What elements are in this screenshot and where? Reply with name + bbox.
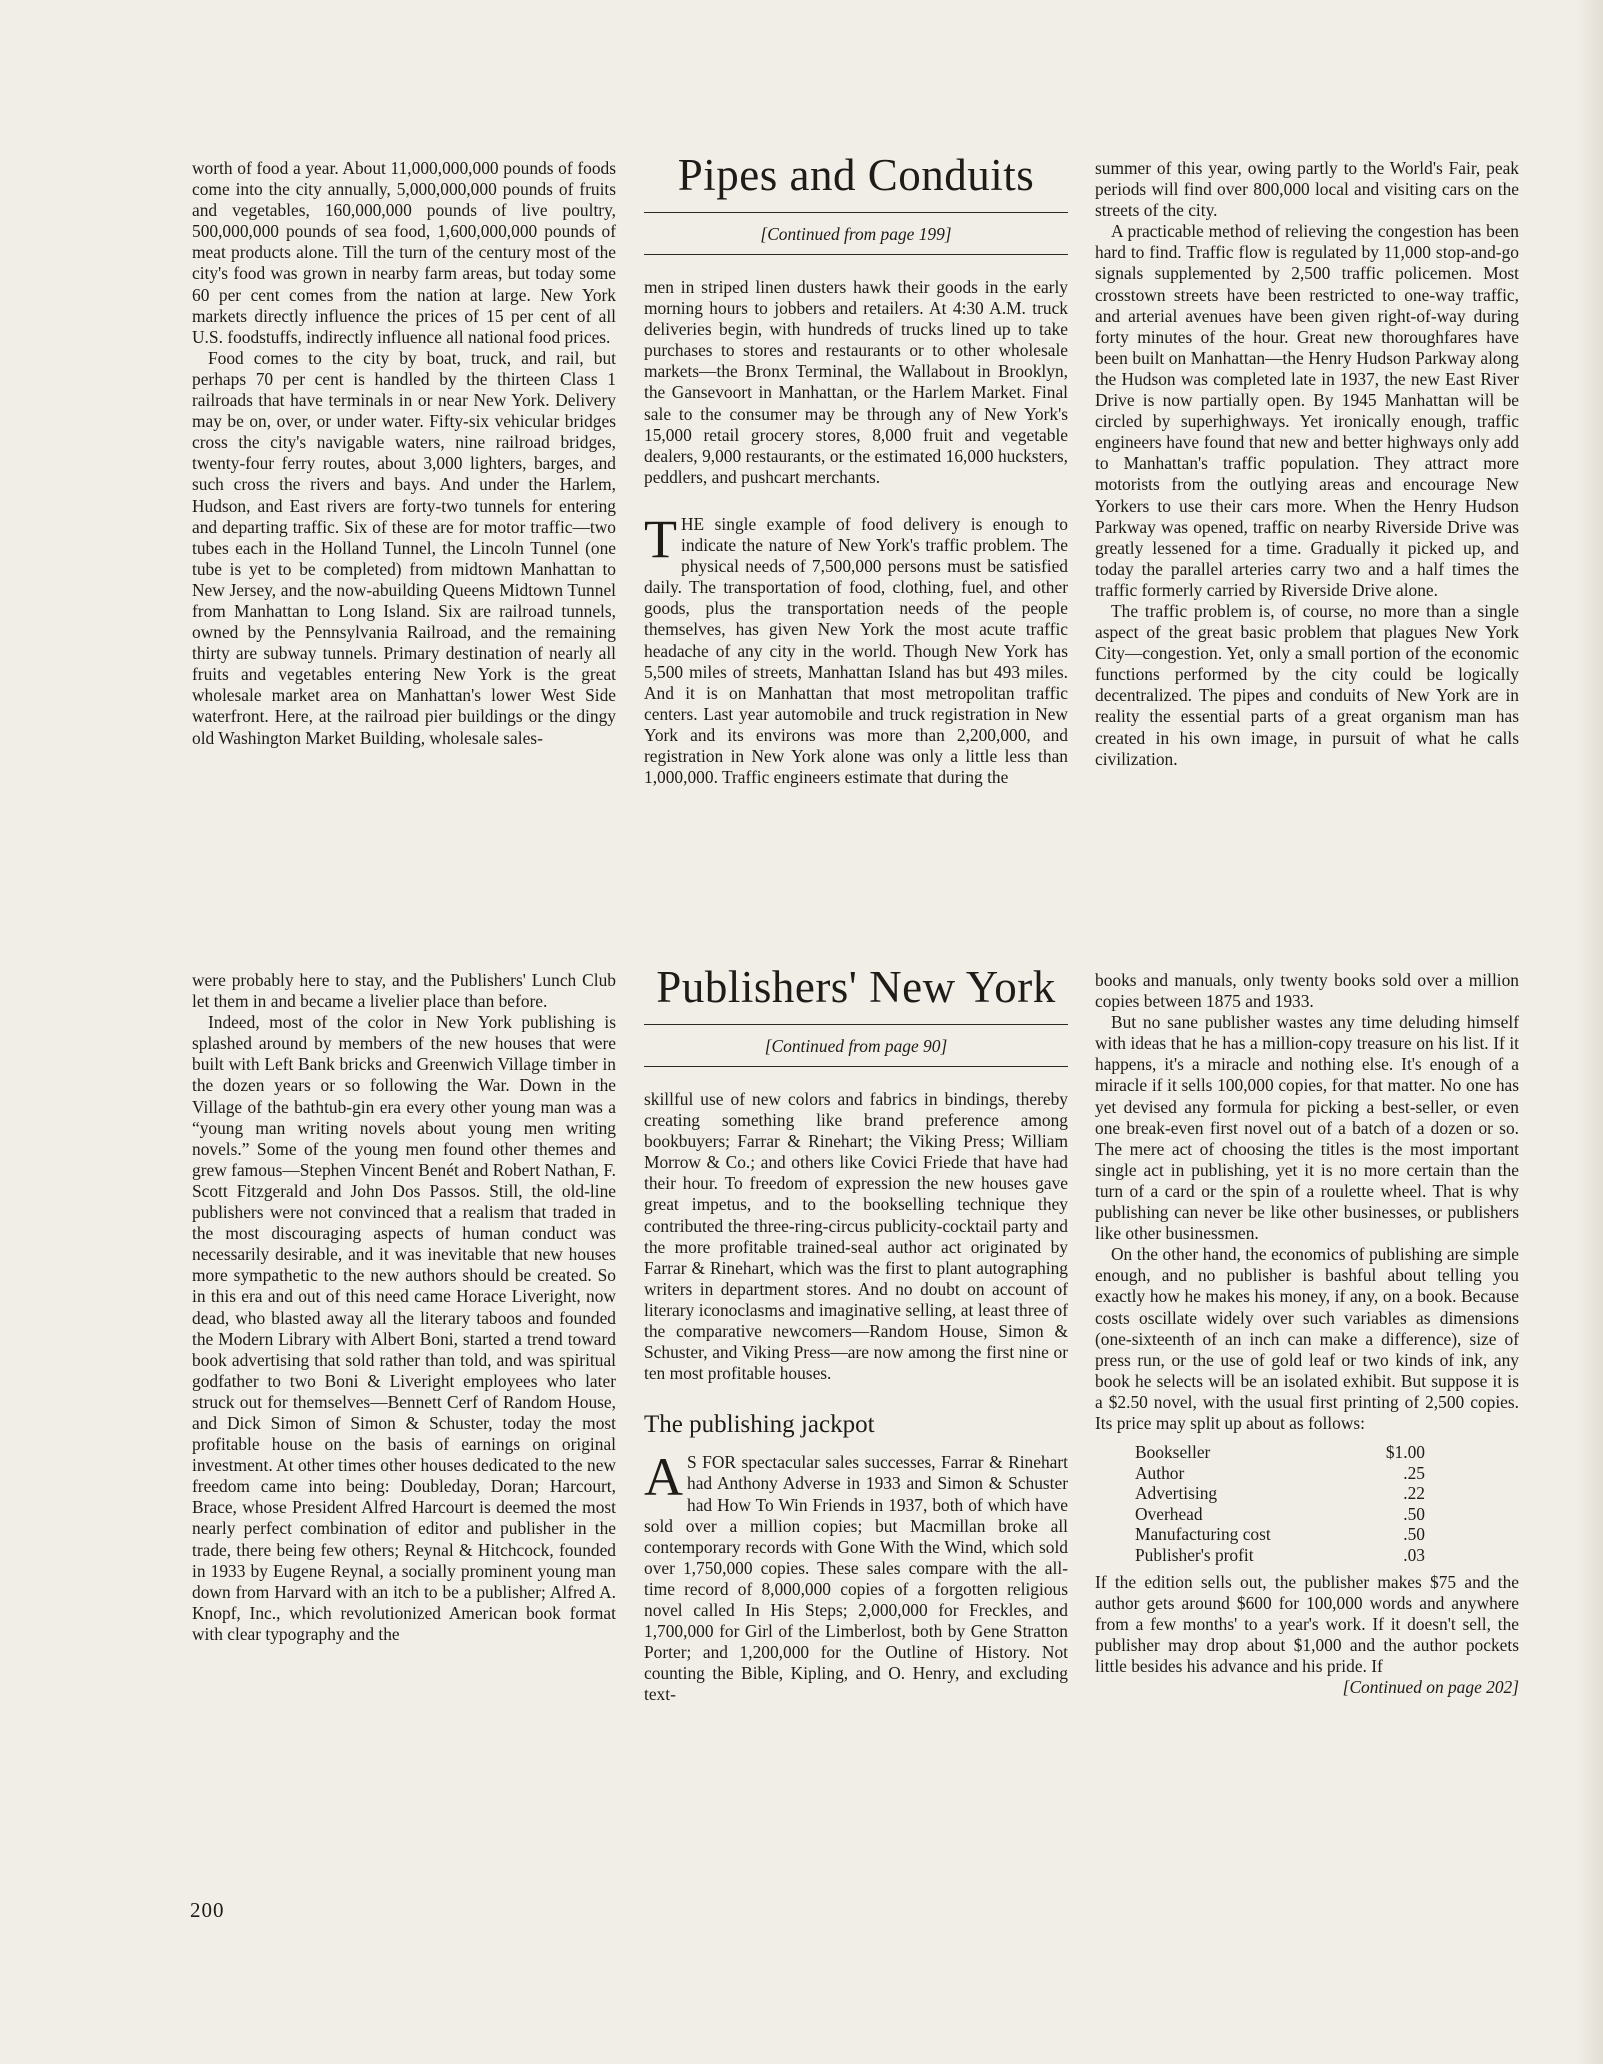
paragraph-with-dropcap xyxy=(644,508,1068,788)
page-number: 200 xyxy=(190,1898,225,1922)
top-column-2 xyxy=(644,150,1068,788)
paragraph-text: HE single example of food delivery is enough to indicate the nature of New York's traffic problem. The physical needs of 7,500,000 persons must be satisfied daily. The transportation of food, clothing, fuel, and other goods, plus the transportation needs of the people themselves, has given New York the most acute traffic headache of any city in the world. Though New York has 5,500 miles of streets, Manhattan Island has but 493 miles. And it is on Manhattan that most metropolitan traffic centers. Last year automobile and truck registration in New York and its environs was more than 2,200,000, and registration in New York alone was only a little less than 1,000,000. Traffic engineers estimate that during the xyxy=(644,513,1068,788)
paragraph: were probably here to stay, and the Publishers' Lunch Club let them in and became a livelier place than before. xyxy=(192,970,616,1012)
table-row xyxy=(1135,1504,1425,1525)
paragraph: But no sane publisher wastes any time deluding himself with ideas that he has a million-copy treasure on his list. If it happens, it's a miracle and nothing else. It's enough of a miracle if it sells 100,000 copies, for that matter. No one has yet devised any formula for picking a best-seller, or even one break-even first novel out of a batch of a dozen or so. The mere act of choosing the titles is the most important single act in publishing, yet it is no more certain than the turn of a card or the spin of a roulette wheel. That is why publishing can never be like other businesses, or publishers like other businessmen. xyxy=(1095,1012,1519,1244)
bottom-column-2 xyxy=(644,962,1068,1705)
table-row xyxy=(1135,1483,1425,1504)
paragraph: A practicable method of relieving the congestion has been hard to find. Traffic flow is regulated by 11,000 stop-and-go signals supplemented by 2,500 traffic policemen. Most crosstown streets have been restricted to one-way traffic, and arterial avenues have been given right-of-way during forty minutes of the hour. Great new thoroughfares have been built on Manhattan—the Henry Hudson Parkway along the Hudson was completed late in 1937, the new East River Drive is now partially open. By 1945 Manhattan will be circled by superhighways. Yet ironically enough, traffic engineers have found that new and better highways only add to Manhattan's traffic population. They attract more motorists from the outlying areas and encourage New Yorkers to use their cars more. When the Henry Hudson Parkway was opened, traffic on nearby Riverside Drive was greatly lessened for a time. Gradually it picked up, and today the parallel arteries carry two and a half times the traffic formerly carried by Riverside Drive alone. xyxy=(1095,221,1519,600)
cost-amount: $1.00 xyxy=(1385,1442,1425,1463)
paragraph: worth of food a year. About 11,000,000,000 pounds of foods come into the city annually, 5,000,000,000 pounds of fruits and vegetables, 160,000,000 pounds of live poultry, 500,000,000 pounds of sea food, 1,600,000,000 pounds of meat products alone. Till the turn of the century most of the city's food was grown in nearby farm areas, but today some 60 per cent comes from the nation at large. New York markets directly influence the prices of 15 per cent of all U.S. foodstuffs, indirectly influence all national food prices. xyxy=(192,158,616,347)
cost-breakdown-table xyxy=(1135,1442,1425,1566)
drop-cap: T xyxy=(644,508,677,569)
heading-rule xyxy=(644,1066,1068,1067)
continued-on-note: [Continued on page 202] xyxy=(1342,1677,1519,1698)
paragraph: The traffic problem is, of course, no more than a single aspect of the great basic problem that plagues New York City—congestion. Yet, only a small portion of the economic functions performed by the city could be logically decentralized. The pipes and conduits of New York are in reality the essential parts of a great organism man has created in his own image, in pursuit of what he calls civilization. xyxy=(1095,600,1519,769)
cost-label: Overhead xyxy=(1135,1503,1203,1524)
paragraph-text: S FOR spectacular sales successes, Farrar & Rinehart had Anthony Adverse in 1933 and Simon & Schuster had How To Win Friends in 1937, both of which have sold over a million copies; but Macmillan broke all contemporary records with Gone With the Wind, which sold over 1,750,000 copies. These sales compare with the all-time record of 8,000,000 copies of a forgotten religious novel called In His Steps; 2,000,000 for Freckles, and 1,700,000 for Girl of the Limberlost, both by Gene Stratton Porter; and 1,200,000 for the Outline of History. Not counting the Bible, Kipling, and O. Henry, and excluding text- xyxy=(644,1452,1068,1705)
table-row xyxy=(1135,1442,1425,1463)
cost-label: Bookseller xyxy=(1135,1442,1211,1463)
cost-label: Author xyxy=(1135,1462,1185,1483)
section-subhead: The publishing jackpot xyxy=(644,1411,875,1439)
paragraph: Food comes to the city by boat, truck, and rail, but perhaps 70 per cent is handled by the thirteen Class 1 railroads that have terminals in or near New York. Delivery may be on, over, or under water. Fifty-six vehicular bridges cross the city's navigable waters, nine railroad bridges, twenty-four ferry routes, about 3,000 lighters, barges, and such cross the rivers and bays. And under the Harlem, Hudson, and East rivers are forty-two tunnels for entering and departing traffic. Six of these are for motor traffic—two tubes each in the Holland Tunnel, the Lincoln Tunnel (one tube is yet to be completed) from midtown Manhattan to New Jersey, and the now-abuilding Queens Midtown Tunnel from Manhattan to Long Island. Six are railroad tunnels, owned by the Pennsylvania Railroad, and the remaining thirty are subway tunnels. Primary destination of nearly all fruits and vegetables entering New York is the great wholesale market area on Manhattan's lower West Side waterfront. Here, at the railroad pier buildings or the dingy old Washington Market Building, wholesale sales- xyxy=(192,347,616,748)
paragraph: Indeed, most of the color in New York publishing is splashed around by members of the new houses that were built with Left Bank bricks and Greenwich Village timber in the dozen years or so following the War. Down in the Village of the bathtub-gin era every other young man was a “young man writing novels about young men writing novels.” Some of the young men found other themes and grew famous—Stephen Vincent Benét and Robert Nathan, F. Scott Fitzgerald and John Dos Passos. Still, the old-line publishers were not convinced that a realism that traded in the most discouraging aspects of human conduct was necessarily desirable, and it was inevitable that new houses more sympathetic to the new authors should be created. So in this era and out of this need came Horace Liveright, now dead, who blasted away all the literary taboos and founded the Modern Library with Albert Boni, started a trend toward book advertising that sold rather than told, and was spiritual godfather to two Boni & Liveright employees who later struck out for themselves—Bennett Cerf of Random House, and Dick Simon of Simon & Schuster, today the most profitable house on the basis of earnings on original investment. At other times other houses dedicated to the new freedom came into being: Doubleday, Doran; Harcourt, Brace, whose President Alfred Harcourt is deemed the most nearly perfect combination of editor and publisher in the trade, there being few others; Reynal & Hitchcock, founded in 1933 by Eugene Reynal, a socially prominent young man down from Harvard with an itch to be a publisher; Alfred A. Knopf, Inc., which revolutionized American book format with clear typography and the xyxy=(192,1012,616,1644)
heading-rule xyxy=(644,212,1068,213)
heading-rule xyxy=(644,254,1068,255)
heading-rule xyxy=(644,1024,1068,1025)
top-column-3 xyxy=(1095,158,1519,770)
bottom-column-3 xyxy=(1095,970,1519,1698)
cost-amount: .03 xyxy=(1403,1544,1425,1565)
cost-label: Publisher's profit xyxy=(1135,1544,1254,1565)
continued-from-note: [Continued from page 90] xyxy=(764,1036,948,1056)
top-column-1 xyxy=(192,158,616,749)
cost-label: Advertising xyxy=(1135,1483,1218,1504)
cost-amount: .22 xyxy=(1403,1483,1425,1504)
paragraph: summer of this year, owing partly to the World's Fair, peak periods will find over 800,000 local and visiting cars on the streets of the city. xyxy=(1095,158,1519,221)
paragraph: skillful use of new colors and fabrics in bindings, thereby creating something like brand preference among bookbuyers; Farrar & Rinehart; the Viking Press; William Morrow & Co.; and others like Covici Friede that have had their hour. To freedom of expression the new houses gave great impetus, and to the bookselling technique they contributed the three-ring-circus publicity-cocktail party and the more profitable trained-seal author act originated by Farrar & Rinehart, which was the first to plant autographing writers in department stores. And no doubt on account of literary iconoclasms and imaginative selling, at least three of the comparative newcomers—Random House, Simon & Schuster, and Viking Press—are now among the first nine or ten most profitable houses. xyxy=(644,1089,1068,1384)
paragraph: If the edition sells out, the publisher makes $75 and the author gets around $600 for 100,000 words and anywhere from a few months' to a year's work. If it doesn't sell, the publisher may drop about $1,000 and the author pockets little besides his advance and his pride. If xyxy=(1095,1571,1519,1676)
cost-label: Manufacturing cost xyxy=(1135,1524,1271,1545)
bottom-column-1 xyxy=(192,970,616,1645)
cost-amount: .50 xyxy=(1403,1524,1425,1545)
paragraph: books and manuals, only twenty books sold over a million copies between 1875 and 1933. xyxy=(1095,970,1519,1012)
table-row xyxy=(1135,1524,1425,1545)
table-row xyxy=(1135,1463,1425,1484)
article-heading: Publishers' New York xyxy=(656,962,1056,1012)
table-row xyxy=(1135,1545,1425,1566)
paragraph: men in striped linen dusters hawk their goods in the early morning hours to jobbers and retailers. At 4:30 A.M. truck deliveries begin, with hundreds of trucks lined up to take purchases to stores and restaurants or to other wholesale markets—the Bronx Terminal, the Wallabout in Brooklyn, the Gansevoort in Manhattan, or the Harlem Market. Final sale to the consumer may be through any of New York's 15,000 retail grocery stores, 8,000 fruit and vegetable dealers, 9,000 restaurants, or the estimated 16,000 hucksters, peddlers, and pushcart merchants. xyxy=(644,277,1068,487)
cost-amount: .25 xyxy=(1403,1462,1425,1483)
continued-from-note: [Continued from page 199] xyxy=(760,224,952,244)
page-edge-shadow xyxy=(1577,0,1603,2064)
paragraph: On the other hand, the economics of publishing are simple enough, and no publisher is bashful about telling you exactly how he makes his money, if any, on a book. Because costs oscillate widely over such variables as dimensions (one-sixteenth of an inch can make a difference), size of press run, or the use of gold leaf or two kinds of ink, any book he selects will be an isolated exhibit. But suppose it is a $2.50 novel, with the usual first printing of 2,500 copies. Its price may split up about as follows: xyxy=(1095,1244,1519,1433)
cost-amount: .50 xyxy=(1403,1503,1425,1524)
paragraph-with-dropcap xyxy=(644,1447,1068,1705)
drop-cap: A xyxy=(644,1447,683,1508)
article-heading: Pipes and Conduits xyxy=(677,150,1035,200)
